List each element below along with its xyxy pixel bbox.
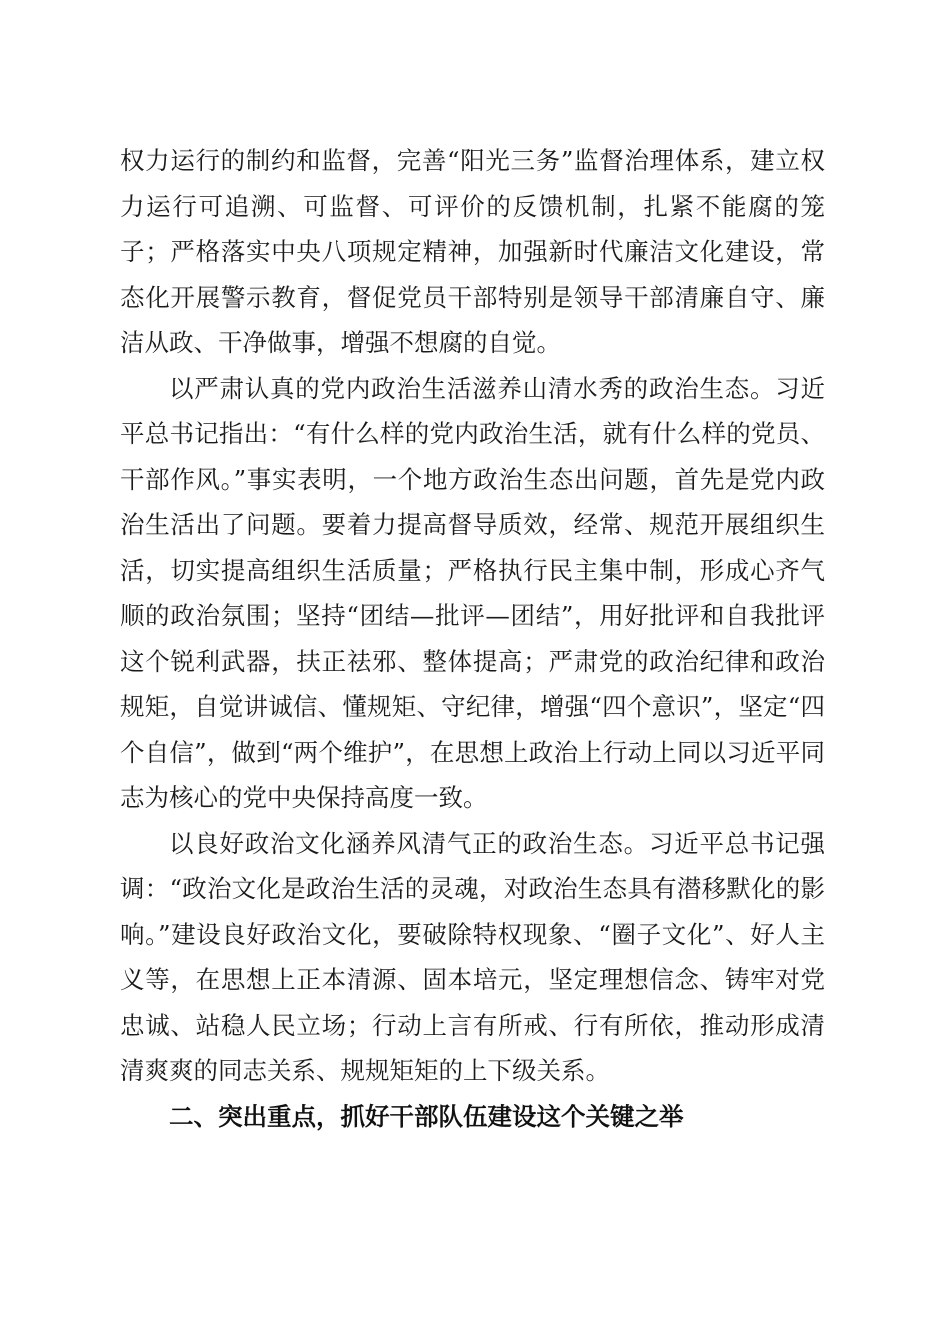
paragraph-political-culture: 以良好政治文化涵养风清气正的政治生态。习近平总书记强调：“政治文化是政治生活的灵魂，对政治生态具有潜移默化的影响。”建设良好政治文化，要破除特权现象、“圈子文化”、好人主义等，在思想上正本清源、固本培元，坚定理想信念、铸牢对党忠诚、站稳人民立场；行动上言有所戒、行有所依，推动形成清清爽爽的同志关系、规规矩矩的上下级关系。 xyxy=(120,828,825,1085)
paragraph-continuation: 权力运行的制约和监督，完善“阳光三务”监督治理体系，建立权力运行可追溯、可监督、可评价的反馈机制，扎紧不能腐的笼子；严格落实中央八项规定精神，加强新时代廉洁文化建设，常态化开展警示教育，督促党员干部特别是领导干部清廉自守、廉洁从政、干净做事，增强不想腐的自觉。 xyxy=(120,146,825,357)
section-heading: 二、突出重点，抓好干部队伍建设这个关键之举 xyxy=(169,1101,684,1131)
paragraph-party-political-life: 以严肃认真的党内政治生活滋养山清水秀的政治生态。习近平总书记指出：“有什么样的党内政治生活，就有什么样的党员、干部作风。”事实表明，一个地方政治生态出问题，首先是党内政治生活出了问题。要着力提高督导质效，经常、规范开展组织生活，切实提高组织生活质量；严格执行民主集中制，形成心齐气顺的政治氛围；坚持“团结—批评—团结”，用好批评和自我批评这个锐利武器，扶正祛邪、整体提高；严肃党的政治纪律和政治规矩，自觉讲诚信、懂规矩、守纪律，增强“四个意识”，坚定“四个自信”，做到“两个维护”，在思想上政治上行动上同以习近平同志为核心的党中央保持高度一致。 xyxy=(120,373,825,812)
document-body xyxy=(120,138,825,1139)
